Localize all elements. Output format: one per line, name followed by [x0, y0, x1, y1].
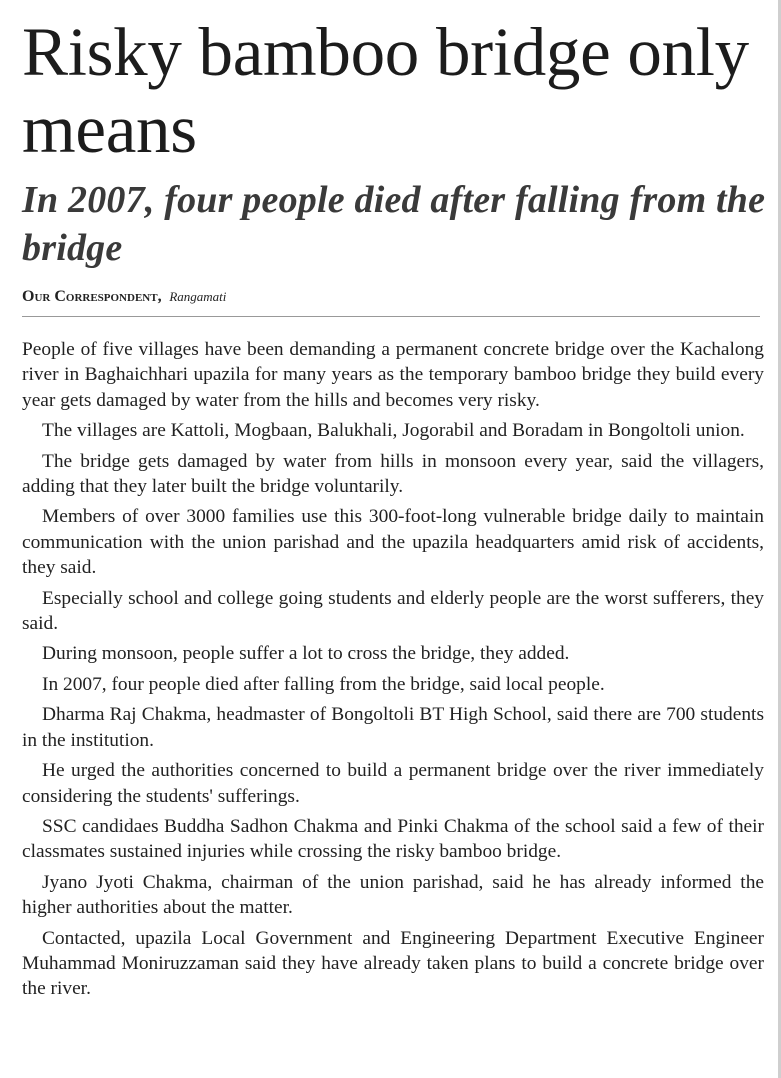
article-paragraph: Contacted, upazila Local Government and Engineering Department Executive Engineer Muhammad Moniruzzaman said they have already taken plans to build a concrete bridge over the river.	[22, 927, 764, 1000]
byline-author: Our Correspondent,	[22, 288, 162, 305]
article-paragraph: In 2007, four people died after falling from the bridge, said local people.	[42, 673, 605, 695]
article-paragraph: Dharma Raj Chakma, headmaster of Bongoltoli BT High School, said there are 700 students in the institution.	[22, 704, 764, 751]
article-paragraph: SSC candidaes Buddha Sadhon Chakma and Pinki Chakma of the school said a few of their classmates sustained injuries while crossing the risky bamboo bridge.	[22, 815, 764, 863]
divider-rule	[22, 316, 760, 317]
headline: Risky bamboo bridge only means	[22, 14, 749, 167]
article-paragraph: Jyano Jyoti Chakma, chairman of the union parishad, said he has already informed the higher authorities about the matter.	[22, 871, 764, 919]
subheadline: In 2007, four people died after falling from the bridge	[22, 179, 766, 269]
article-paragraph: He urged the authorities concerned to build a permanent bridge over the river immediately considering the students' sufferings.	[22, 760, 764, 807]
article-paragraph: The villages are Kattoli, Mogbaan, Balukhali, Jogorabil and Boradam in Bongoltoli union.	[42, 420, 745, 442]
article-paragraph: During monsoon, people suffer a lot to cross the bridge, they added.	[42, 643, 570, 665]
article-paragraph: The bridge gets damaged by water from hills in monsoon every year, said the villagers, adding that they later built the bridge voluntarily.	[22, 450, 764, 498]
article-paragraph: Especially school and college going students and elderly people are the worst sufferers, they said.	[22, 587, 764, 635]
byline-location: Rangamati	[169, 289, 227, 304]
byline	[22, 288, 770, 306]
article-body	[22, 337, 764, 1002]
news-article	[22, 14, 770, 1007]
article-paragraph: People of five villages have been demanding a permanent concrete bridge over the Kachalong river in Baghaichhari upazila for many years as the temporary bamboo bridge they build every year gets damaged by water from the hills and becomes very risky.	[22, 339, 764, 411]
article-paragraph: Members of over 3000 families use this 300-foot-long vulnerable bridge daily to maintain communication with the union parishad and the upazila headquarters amid risk of accidents, they said.	[22, 506, 764, 579]
